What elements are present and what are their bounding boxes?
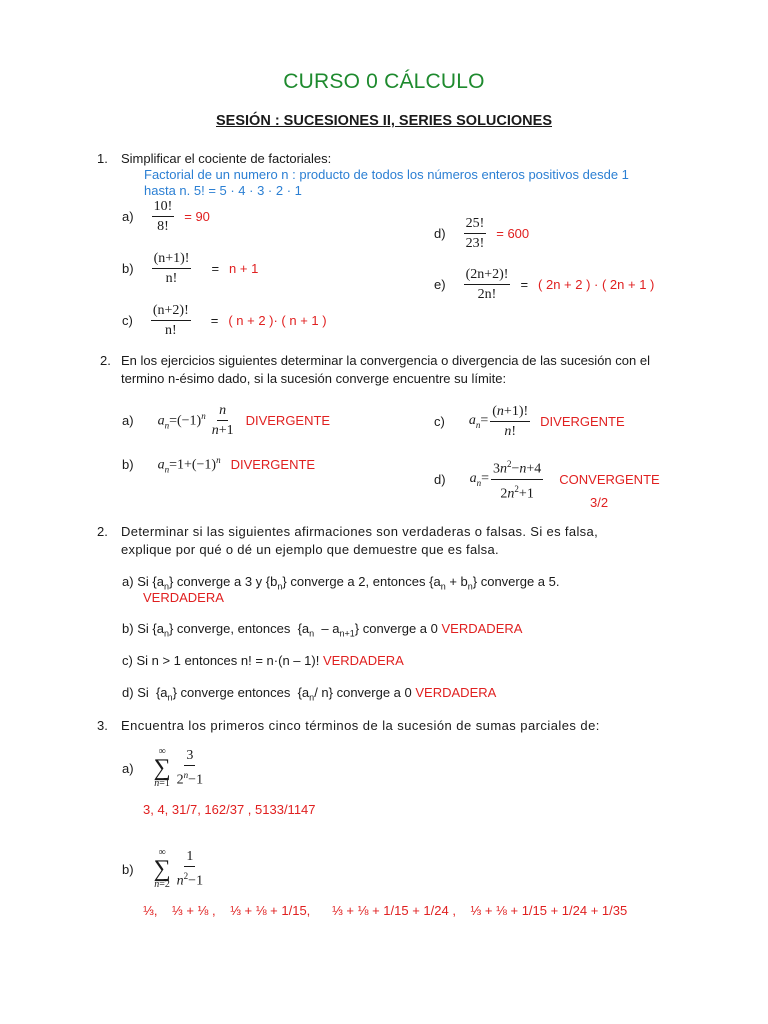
q1b-label: b) — [122, 261, 134, 276]
q1a-fraction — [152, 198, 175, 235]
q1d-fraction — [464, 215, 487, 252]
q1-item-c — [122, 302, 327, 339]
q2-item-d — [434, 456, 660, 502]
q3-item-c — [122, 653, 404, 668]
q4-number: 3. — [97, 718, 108, 733]
q1a-numerator: 10! — [152, 198, 175, 217]
q3d-label: d) — [122, 685, 134, 700]
q3-item-a — [122, 574, 560, 592]
q2a-label: a) — [122, 413, 134, 428]
q2d-limit: 3/2 — [590, 495, 609, 510]
q1d-numerator: 25! — [464, 215, 487, 234]
q1c-label: c) — [122, 313, 133, 328]
page-title: CURSO 0 CÁLCULO — [283, 70, 485, 93]
q3b-label: b) — [122, 621, 134, 636]
q2-item-c — [434, 403, 625, 440]
q2c-label: c) — [434, 414, 445, 429]
q3c-label: c) — [122, 653, 133, 668]
q2-item-b — [122, 455, 315, 474]
q3a-statement: Si $\{a_n\}$ converge a 3 y $\{b_n\}$ converge a 2, entonces $\{a_n + b_n\}$ converge a 5. — [137, 574, 560, 592]
q1-item-a — [122, 198, 210, 235]
q1c-equals: = — [210, 313, 219, 328]
q4a-fraction: $\frac{3}{2^n-1}$ — [176, 748, 204, 788]
q3a-answer: VERDADERA — [143, 590, 224, 605]
q3c-statement: Si n > 1 entonces n! = n·(n – 1)! — [136, 653, 320, 668]
q1c-denominator: n! — [164, 323, 177, 338]
q1b-answer: n + 1 — [229, 261, 259, 276]
q1-statement: Simplificar el cociente de factoriales: — [121, 151, 332, 166]
q3b-statement: Si $\{a_n\}$ converge, entonces $\{a_n - a_{n+1}\}$ converge a 0 — [137, 621, 438, 639]
q1c-answer: ( n + 2 )· ( n + 1 ) — [228, 313, 327, 328]
q4b-fraction: $\frac{1}{n^2-1}$ — [176, 849, 204, 889]
q2d-answer: CONVERGENTE — [559, 471, 660, 487]
q1-item-d — [434, 215, 529, 252]
q1a-label: a) — [122, 209, 134, 224]
q2d-formula-lhs: $a_n=$ — [469, 470, 489, 488]
q3b-answer: VERDADERA — [441, 621, 523, 636]
q4-statement: Encuentra los primeros cinco términos de la sucesión de sumas parciales de: — [121, 718, 600, 733]
q4b-sum-symbol: ∞ ∑ n=2 — [153, 847, 171, 890]
q1a-answer: = 90 — [184, 209, 210, 224]
q1-item-e — [434, 266, 654, 303]
q1-number: 1. — [97, 151, 108, 166]
q1b-denominator: n! — [165, 271, 178, 286]
q3a-label: a) — [122, 574, 134, 589]
q1-note-line1: Factorial de un numero n : producto de todos los números enteros positivos desde 1 — [144, 167, 629, 182]
q2b-label: b) — [122, 457, 134, 473]
q1c-numerator: (n+2)! — [151, 302, 191, 321]
q1b-numerator: (n+1)! — [152, 250, 192, 269]
q1e-fraction — [464, 266, 511, 303]
q2-statement-line2: termino n-ésimo dado, si la sucesión converge encuentre su límite: — [121, 371, 507, 386]
q2-number: 2. — [100, 353, 111, 368]
q3-number: 2. — [97, 524, 108, 539]
q1e-answer: ( 2n + 2 ) · ( 2n + 1 ) — [538, 277, 655, 292]
q4-item-a — [122, 746, 205, 790]
q1d-answer: = 600 — [496, 226, 530, 241]
q4a-sum-symbol: ∞ ∑ n=1 — [153, 746, 171, 789]
q2d-label: d) — [434, 471, 446, 487]
q2a-formula-lhs: $a_n=(-1)^n$ — [157, 410, 206, 431]
q2-item-a — [122, 402, 330, 439]
q1e-denominator: 2n! — [477, 287, 497, 302]
q2b-formula: $a_n=1+(-1)^n$ — [157, 455, 221, 475]
q4-item-b — [122, 847, 205, 891]
q3c-answer: VERDADERA — [322, 653, 404, 668]
q1c-fraction — [151, 302, 191, 339]
q1e-numerator: (2n+2)! — [464, 266, 511, 285]
q2a-answer: DIVERGENTE — [245, 413, 331, 428]
q1e-label: e) — [434, 277, 446, 292]
q1b-equals: = — [211, 261, 220, 276]
q3-statement-line2: explique por qué o dé un ejemplo que demuestre que es falsa. — [121, 542, 499, 557]
q1a-denominator: 8! — [157, 219, 169, 234]
q3-item-b — [122, 621, 522, 639]
q1-item-b — [122, 250, 258, 287]
q1e-equals: = — [520, 277, 529, 292]
q2-statement-line1: En los ejercicios siguientes determinar la convergencia o divergencia de las sucesión con el — [121, 353, 650, 368]
q1d-label: d) — [434, 226, 446, 241]
q4b-label: b) — [122, 861, 134, 877]
q2d-fraction: $\frac{3n^2-n+4}{2n^2+1}$ — [491, 456, 543, 502]
q1b-fraction — [152, 250, 192, 287]
q2c-answer: DIVERGENTE — [540, 414, 625, 429]
page-subtitle: SESIÓN : SUCESIONES II, SERIES SOLUCIONES — [216, 113, 552, 129]
q2c-fraction: $\frac{(n+1)!}{n!}$ — [492, 404, 529, 439]
q4a-label: a) — [122, 760, 134, 776]
q2a-fraction: $\frac{n}{n+1}$ — [211, 403, 234, 438]
q1-note-line2: hasta n. 5! = 5 · 4 · 3 · 2 · 1 — [144, 183, 302, 198]
q1d-denominator: 23! — [465, 236, 485, 251]
q3d-statement: Si $\{a_n\}$ converge entonces {$a_n/$ n} converge a 0 — [137, 685, 412, 703]
q2b-answer: DIVERGENTE — [230, 457, 316, 473]
q3-statement-line1: Determinar si las siguientes afirmaciones son verdaderas o falsas. Si es falsa, — [121, 524, 599, 539]
q4b-answer: ⅓, ⅓ + ⅛ , ⅓ + ⅛ + 1/15, ⅓ + ⅛ + 1/15 + 1/24 , ⅓ + ⅛ + 1/15 + 1/24 + 1/35 — [143, 903, 628, 918]
q3d-answer: VERDADERA — [415, 685, 497, 700]
q3-item-d — [122, 685, 496, 703]
q2c-formula-lhs: $a_n=$ — [468, 413, 489, 430]
q4a-answer: 3, 4, 31/7, 162/37 , 5133/1147 — [143, 802, 316, 817]
